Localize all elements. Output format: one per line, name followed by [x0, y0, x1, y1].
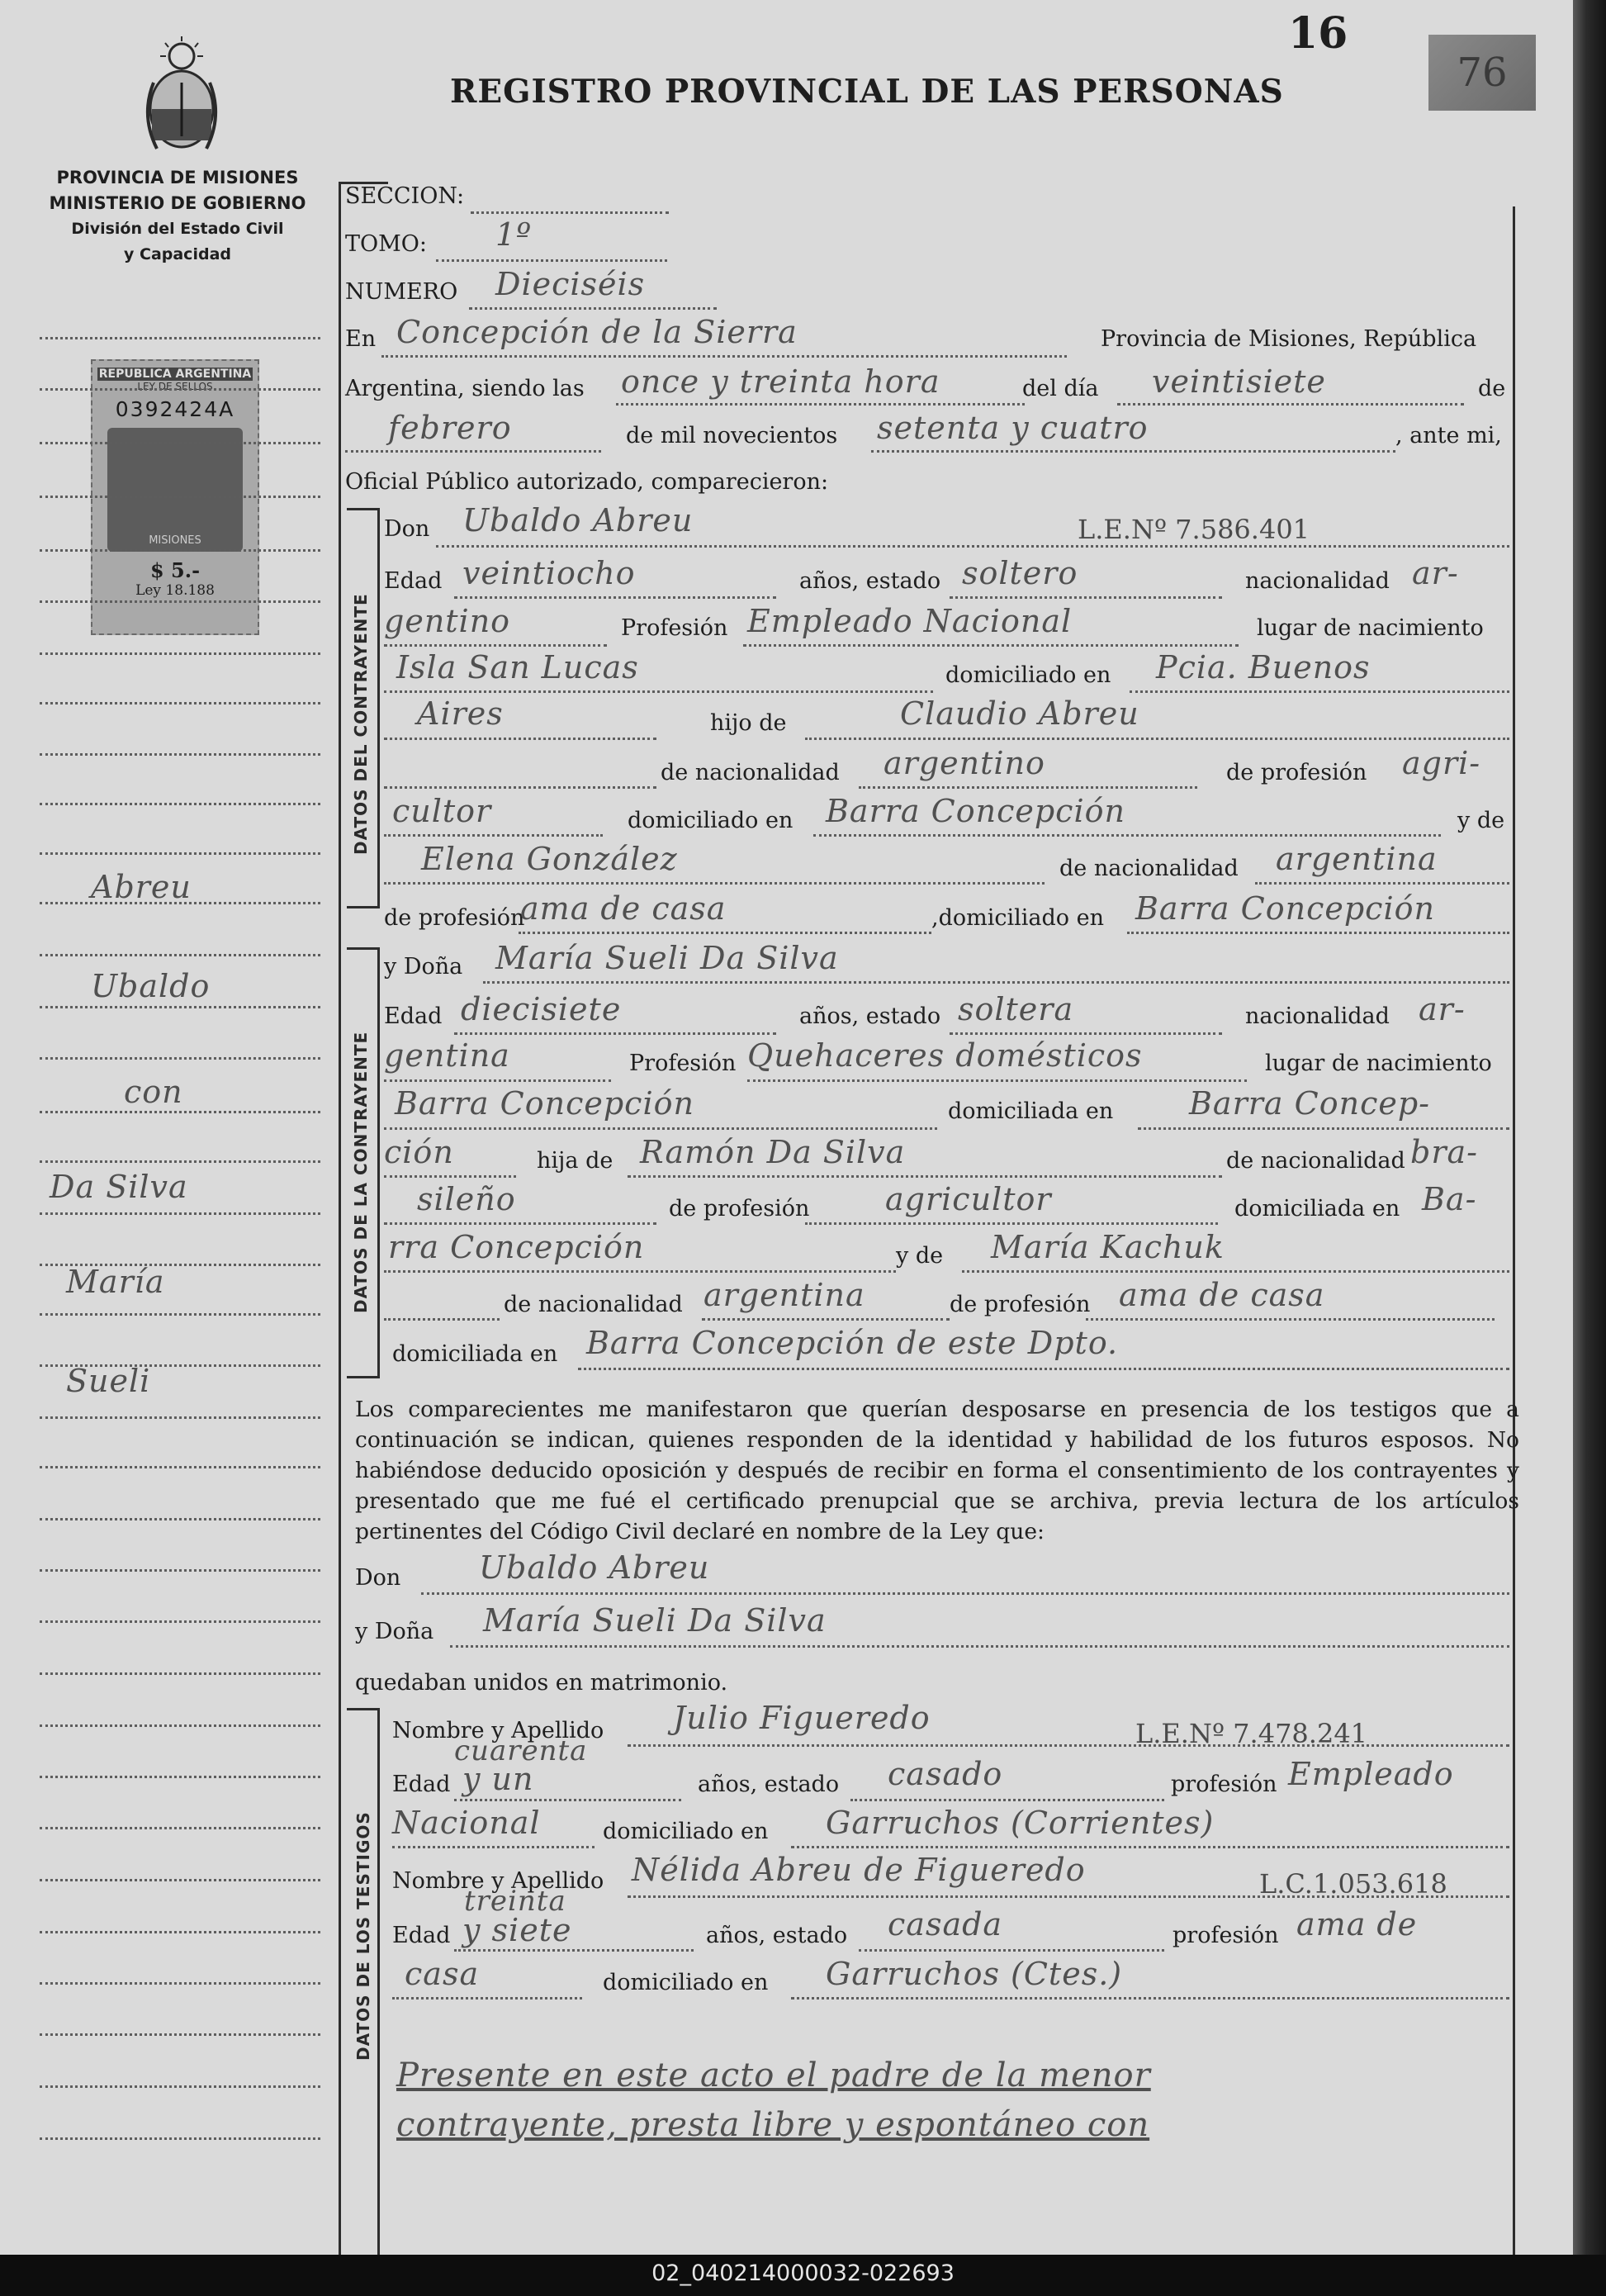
- note-line1: Presente en este acto el padre de la menor: [396, 2056, 1151, 2094]
- bride-age: diecisiete: [461, 991, 622, 1027]
- de-mil-text: de mil novecientos: [626, 423, 838, 448]
- groom-lugar-label: lugar de nacimiento: [1257, 615, 1484, 641]
- argentina-text: Argentina, siendo las: [345, 376, 585, 401]
- bride-domiciliada-en: domiciliada en: [948, 1098, 1114, 1124]
- testigos-section-label: DATOS DE LOS TESTIGOS: [353, 1811, 373, 2061]
- stamp-serial: 0392424A: [115, 397, 235, 421]
- decl-dona-label: y Doña: [355, 1619, 434, 1644]
- groom-mother-dom: Barra Concepción: [1135, 890, 1435, 927]
- org-capacity: y Capacidad: [124, 245, 231, 263]
- groom-anos-estado: años, estado: [799, 568, 941, 594]
- groom-father-nat: argentino: [884, 745, 1045, 781]
- org-division: División del Estado Civil: [71, 220, 284, 238]
- mother-nat-label: de nacionalidad: [1059, 856, 1239, 881]
- t2-anos-estado: años, estado: [706, 1923, 848, 1948]
- bride-domicilio-b: ción: [384, 1134, 454, 1170]
- groom-domicilio-b: Aires: [417, 695, 504, 732]
- edad-label: Edad: [384, 568, 443, 594]
- tomo-label: TOMO:: [345, 231, 428, 257]
- decl-don-name: Ubaldo Abreu: [479, 1549, 710, 1586]
- stamp-value: $ 5.-: [149, 558, 201, 582]
- de-label: de: [1478, 376, 1506, 401]
- side-note-con: con: [124, 1074, 183, 1110]
- groom-profesion: Empleado Nacional: [747, 603, 1073, 639]
- bride-lugar: Barra Concepción: [395, 1085, 694, 1122]
- witness1-dom: Garruchos (Corrientes): [826, 1805, 1215, 1841]
- bride-lugar-label: lugar de nacimiento: [1265, 1051, 1492, 1076]
- hijo-de-label: hijo de: [710, 710, 787, 736]
- witness2-estado: casada: [888, 1906, 1003, 1943]
- testigos-top-rule: [347, 1708, 380, 1710]
- bride-mother-dom-label: domiciliada en: [392, 1341, 558, 1367]
- t1-nombre-label: Nombre y Apellido: [392, 1718, 604, 1743]
- contrayente-top-rule: [347, 508, 380, 510]
- witness2-age-top: treinta: [464, 1885, 566, 1918]
- folio-number: 16: [1288, 8, 1348, 59]
- witness2-prof-b: casa: [405, 1956, 480, 1992]
- father-dom-label: domiciliado en: [628, 808, 794, 833]
- ante-mi: , ante mi,: [1395, 423, 1502, 448]
- en-label: En: [345, 326, 377, 352]
- bride-father-nat-b: sileño: [417, 1181, 516, 1217]
- stamp-law: Ley 18.188: [135, 582, 215, 599]
- witness2-age: y siete: [462, 1912, 572, 1948]
- stamp-province: MISIONES: [149, 534, 201, 547]
- witness1-prof-a: Empleado: [1288, 1756, 1454, 1792]
- stamp-subtitle: LEY DE SELLOS: [137, 381, 213, 392]
- seccion-label: SECCION:: [345, 183, 465, 209]
- stamp-number: 76: [1457, 50, 1508, 96]
- groom-mother-prof: ama de casa: [520, 890, 727, 927]
- groom-father-prof-b: cultor: [392, 793, 492, 829]
- mother-dom-label: ,domiciliado en: [931, 905, 1104, 931]
- t1-domiciliado-label: domiciliado en: [603, 1819, 769, 1844]
- groom-estado: soltero: [962, 555, 1078, 591]
- hour-value: once y treinta hora: [621, 363, 940, 400]
- bride-mother-prof-label: de profesión: [950, 1292, 1091, 1317]
- groom-nacionalidad-a: ar-: [1412, 555, 1459, 591]
- bride-edad-label: Edad: [384, 1003, 443, 1029]
- declaration-text: Los comparecientes me manifestaron que querían desposarse en presencia de los testigos que a continuación se indican, quienes responden de la identidad y habilidad de los futuros esposos. No habiéndose deducido oposición y después de recibir en forma el consentimiento de los contrayentes y presentado que me fué el certificado prenupcial que se archiva, previa lectura de los artículos pertinentes del Código Civil declaré en nombre de la Ley que:: [355, 1397, 1519, 1544]
- day-value: veintisiete: [1152, 363, 1326, 400]
- bride-anos-estado: años, estado: [799, 1003, 941, 1029]
- side-note-firstname2: María: [66, 1264, 165, 1300]
- groom-father: Claudio Abreu: [900, 695, 1139, 732]
- t2-domiciliado-label: domiciliado en: [603, 1970, 769, 1995]
- contrayenta-bottom-rule: [347, 1376, 380, 1378]
- bride-nacionalidad-b: gentina: [384, 1037, 510, 1074]
- witness2-prof-a: ama de: [1296, 1906, 1418, 1943]
- mother-prof-label: de profesión: [384, 905, 525, 931]
- contrayenta-top-rule: [347, 947, 380, 950]
- groom-lugar: Isla San Lucas: [396, 649, 639, 685]
- t2-profesion-label: profesión: [1173, 1923, 1279, 1948]
- groom-profesion-label: Profesión: [621, 615, 728, 641]
- page-number-stamp: [1428, 35, 1536, 111]
- hija-de-label: hija de: [537, 1148, 614, 1174]
- father-nat-label: de nacionalidad: [661, 760, 840, 785]
- bride-father-dom-label: domiciliada en: [1234, 1196, 1400, 1222]
- bride-father-prof-label: de profesión: [669, 1196, 810, 1222]
- place-value: Concepción de la Sierra: [396, 314, 798, 350]
- groom-nacionalidad-label: nacionalidad: [1245, 568, 1390, 594]
- witness1-age: y un: [462, 1761, 534, 1797]
- contrayente-bottom-rule: [347, 906, 380, 908]
- groom-domicilio-a: Pcia. Buenos: [1156, 649, 1371, 685]
- bride-father-nat-a: bra-: [1410, 1134, 1478, 1170]
- dona-label: y Doña: [384, 954, 463, 980]
- t2-edad-label: Edad: [392, 1923, 451, 1948]
- bride-mother-prof: ama de casa: [1119, 1277, 1325, 1313]
- contrayenta-section-label: DATOS DE LA CONTRAYENTE: [351, 1031, 371, 1313]
- numero-label: NUMERO: [345, 279, 458, 305]
- witness1-prof-b: Nacional: [392, 1805, 541, 1841]
- t1-profesion-label: profesión: [1171, 1772, 1277, 1797]
- witness1-name: Julio Figueredo: [673, 1700, 931, 1736]
- bride-y-de-label: y de: [896, 1243, 944, 1269]
- don-label: Don: [384, 516, 430, 542]
- witness1-doc: L.E.Nº 7.478.241: [1135, 1718, 1368, 1749]
- testigos-bracket: [377, 1708, 380, 2255]
- groom-age: veintiocho: [462, 555, 636, 591]
- bride-father-prof: agricultor: [885, 1181, 1052, 1217]
- contrayente-section-label: DATOS DEL CONTRAYENTE: [351, 593, 371, 855]
- father-prof-label: de profesión: [1226, 760, 1367, 785]
- side-note-surname: Abreu: [91, 869, 192, 905]
- right-border: [1513, 206, 1515, 2255]
- t2-nombre-label: Nombre y Apellido: [392, 1868, 604, 1894]
- tomo-value: 1º: [495, 216, 533, 253]
- margin-divider: [339, 182, 341, 2255]
- witness2-name: Nélida Abreu de Figueredo: [632, 1852, 1086, 1888]
- groom-name: Ubaldo Abreu: [462, 502, 694, 538]
- groom-domiciliado-en: domiciliado en: [945, 662, 1111, 688]
- groom-nacionalidad-b: gentino: [384, 603, 511, 639]
- groom-mother: Elena González: [421, 841, 678, 877]
- witness2-dom: Garruchos (Ctes.): [826, 1956, 1123, 1992]
- t1-anos-estado: años, estado: [698, 1772, 840, 1797]
- groom-mother-nat: argentina: [1276, 841, 1438, 877]
- contrayente-bracket: [377, 508, 380, 908]
- org-ministry: MINISTERIO DE GOBIERNO: [49, 193, 306, 213]
- decl-closing: quedaban unidos en matrimonio.: [355, 1670, 728, 1696]
- bride-nacionalidad-label: nacionalidad: [1245, 1003, 1390, 1029]
- oficial-text: Oficial Público autorizado, comparecieron:: [345, 469, 829, 495]
- month-value: febrero: [388, 410, 512, 446]
- side-note-middlename: Sueli: [66, 1363, 151, 1399]
- groom-doc: L.E.Nº 7.586.401: [1078, 514, 1310, 545]
- bride-profesion: Quehaceres domésticos: [747, 1037, 1143, 1074]
- note-line2: contrayente, presta libre y espontáneo con: [396, 2106, 1150, 2144]
- bride-father-dom-a: Ba-: [1422, 1181, 1477, 1217]
- contrayenta-bracket: [377, 947, 380, 1378]
- witness1-estado: casado: [888, 1756, 1003, 1792]
- bride-mother-nat-label: de nacionalidad: [504, 1292, 683, 1317]
- decl-don-label: Don: [355, 1565, 401, 1591]
- bride-mother: María Kachuk: [991, 1229, 1225, 1265]
- page-title: REGISTRO PROVINCIAL DE LAS PERSONAS: [450, 73, 1284, 111]
- bride-father-dom-b: rra Concepción: [388, 1229, 645, 1265]
- bride-estado: soltera: [958, 991, 1074, 1027]
- file-id: 02_040214000032-022693: [651, 2260, 955, 2286]
- org-province: PROVINCIA DE MISIONES: [56, 168, 299, 187]
- side-note-firstname: Ubaldo: [91, 968, 211, 1004]
- coat-of-arms-icon: [132, 33, 231, 157]
- bride-name: María Sueli Da Silva: [495, 940, 839, 976]
- book-spine-edge: [1573, 0, 1606, 2255]
- witness1-age-top: cuarenta: [454, 1734, 588, 1767]
- bride-father-nat-label: de nacionalidad: [1226, 1148, 1405, 1174]
- side-note-surname2: Da Silva: [50, 1169, 188, 1205]
- t1-edad-label: Edad: [392, 1772, 451, 1797]
- province-text: Provincia de Misiones, República: [1101, 326, 1477, 352]
- groom-father-prof-a: agri-: [1402, 745, 1481, 781]
- year-value: setenta y cuatro: [877, 410, 1149, 446]
- bride-mother-dom: Barra Concepción de este Dpto.: [586, 1325, 1119, 1361]
- decl-dona-name: María Sueli Da Silva: [483, 1602, 827, 1639]
- numero-value: Dieciséis: [495, 266, 646, 302]
- bride-father: Ramón Da Silva: [640, 1134, 906, 1170]
- witness2-doc: L.C.1.053.618: [1259, 1868, 1447, 1900]
- y-de-label: y de: [1457, 808, 1505, 833]
- del-dia: del día: [1022, 376, 1099, 401]
- stamp-country: REPUBLICA ARGENTINA: [98, 368, 252, 381]
- bride-domicilio-a: Barra Concep-: [1189, 1085, 1431, 1122]
- bride-mother-nat: argentina: [704, 1277, 865, 1313]
- bride-profesion-label: Profesión: [629, 1051, 737, 1076]
- groom-father-dom: Barra Concepción: [826, 793, 1125, 829]
- bride-nacionalidad-a: ar-: [1419, 991, 1466, 1027]
